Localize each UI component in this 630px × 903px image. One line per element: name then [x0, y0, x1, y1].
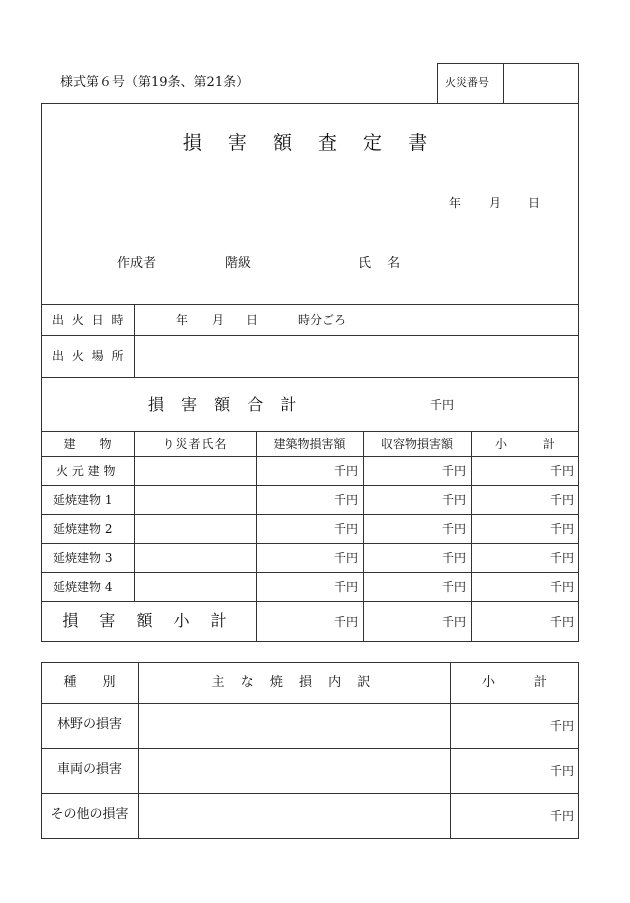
- divider: [41, 793, 579, 794]
- table-row-label: 延焼建物 3: [53, 551, 113, 565]
- divider: [41, 304, 579, 305]
- list-item-unit[interactable]: 千円: [549, 719, 574, 733]
- table-row-label: 火 元 建 物: [56, 464, 116, 478]
- fire-datetime-year[interactable]: 年: [176, 313, 189, 327]
- table-row-contents[interactable]: 千円: [441, 551, 466, 565]
- divider: [41, 703, 579, 704]
- subtotal-building[interactable]: 千円: [333, 615, 358, 629]
- list-item-details[interactable]: [140, 750, 448, 791]
- list-item-details[interactable]: [140, 705, 448, 746]
- form-label: 様式第６号（第19条、第21条）: [60, 75, 250, 90]
- table-row-label: 延焼建物 2: [53, 522, 113, 536]
- fire-datetime-label: 出 火 日 時: [52, 313, 126, 327]
- date-month: 月: [489, 196, 502, 210]
- rank-label: 階級: [225, 256, 252, 271]
- divider: [41, 514, 579, 515]
- list-item-unit[interactable]: 千円: [549, 809, 574, 823]
- name-label: 氏 名: [358, 256, 407, 271]
- divider: [471, 431, 472, 642]
- table-row-subtotal[interactable]: 千円: [549, 493, 574, 507]
- divider: [41, 377, 579, 378]
- bt-header-building-damage: 建築物損害額: [273, 437, 346, 451]
- subtotal-subtotal[interactable]: 千円: [549, 615, 574, 629]
- table-row-subtotal[interactable]: 千円: [549, 551, 574, 565]
- divider: [363, 431, 364, 642]
- ot-header-details: 主 な 焼 損 内 訳: [211, 675, 377, 690]
- divider: [41, 485, 579, 486]
- total-label: 損 害 額 合 計: [148, 395, 303, 414]
- table-row-building[interactable]: 千円: [333, 464, 358, 478]
- date-year: 年: [449, 196, 462, 210]
- divider: [41, 543, 579, 544]
- divider: [41, 456, 579, 457]
- subtotal-label: 損 害 額 小 計: [62, 611, 235, 630]
- fire-datetime-month[interactable]: 月: [212, 313, 225, 327]
- fire-datetime-time[interactable]: 時分ごろ: [298, 313, 347, 327]
- date-day: 日: [528, 196, 541, 210]
- page-title: 損 害 額 査 定 書: [182, 132, 438, 154]
- list-item-details[interactable]: [140, 795, 448, 837]
- divider: [41, 572, 579, 573]
- ot-header-subtotal: 小 計: [481, 675, 547, 690]
- table-row-label: 延焼建物 4: [53, 580, 113, 594]
- subtotal-contents[interactable]: 千円: [441, 615, 466, 629]
- fire-number-label: 火災番号: [445, 76, 489, 89]
- table-row-contents[interactable]: 千円: [441, 522, 466, 536]
- table-row-contents[interactable]: 千円: [441, 493, 466, 507]
- table-row-subtotal[interactable]: 千円: [549, 522, 574, 536]
- table-row-subtotal[interactable]: 千円: [549, 464, 574, 478]
- bt-header-victim: り災者氏名: [162, 437, 228, 451]
- total-unit: 千円: [430, 398, 455, 412]
- bt-header-building: 建 物: [63, 437, 112, 451]
- divider: [41, 431, 579, 432]
- list-item-label: 林野の損害: [56, 717, 122, 732]
- table-row-building[interactable]: 千円: [333, 551, 358, 565]
- divider: [256, 431, 257, 642]
- table-row-subtotal[interactable]: 千円: [549, 580, 574, 594]
- table-row-contents[interactable]: 千円: [441, 464, 466, 478]
- list-item-label: 車両の損害: [56, 762, 122, 777]
- fire-place-field[interactable]: [136, 337, 576, 375]
- divider: [41, 335, 579, 336]
- list-item-unit[interactable]: 千円: [549, 764, 574, 778]
- ot-header-type: 種 別: [63, 675, 116, 690]
- fire-number-divider: [503, 63, 504, 104]
- bt-header-contents-damage: 収容物損害額: [380, 437, 453, 451]
- creator-label: 作成者: [117, 256, 157, 271]
- fire-place-label: 出 火 場 所: [52, 349, 126, 363]
- table-row-building[interactable]: 千円: [333, 522, 358, 536]
- table-row-contents[interactable]: 千円: [441, 580, 466, 594]
- fire-datetime-day[interactable]: 日: [246, 313, 259, 327]
- divider: [41, 748, 579, 749]
- divider: [134, 304, 135, 377]
- table-row-building[interactable]: 千円: [333, 493, 358, 507]
- list-item-label: その他の損害: [50, 807, 129, 822]
- bt-header-subtotal: 小 計: [494, 437, 555, 451]
- table-row-building[interactable]: 千円: [333, 580, 358, 594]
- divider: [41, 601, 579, 602]
- table-row-label: 延焼建物 1: [53, 493, 113, 507]
